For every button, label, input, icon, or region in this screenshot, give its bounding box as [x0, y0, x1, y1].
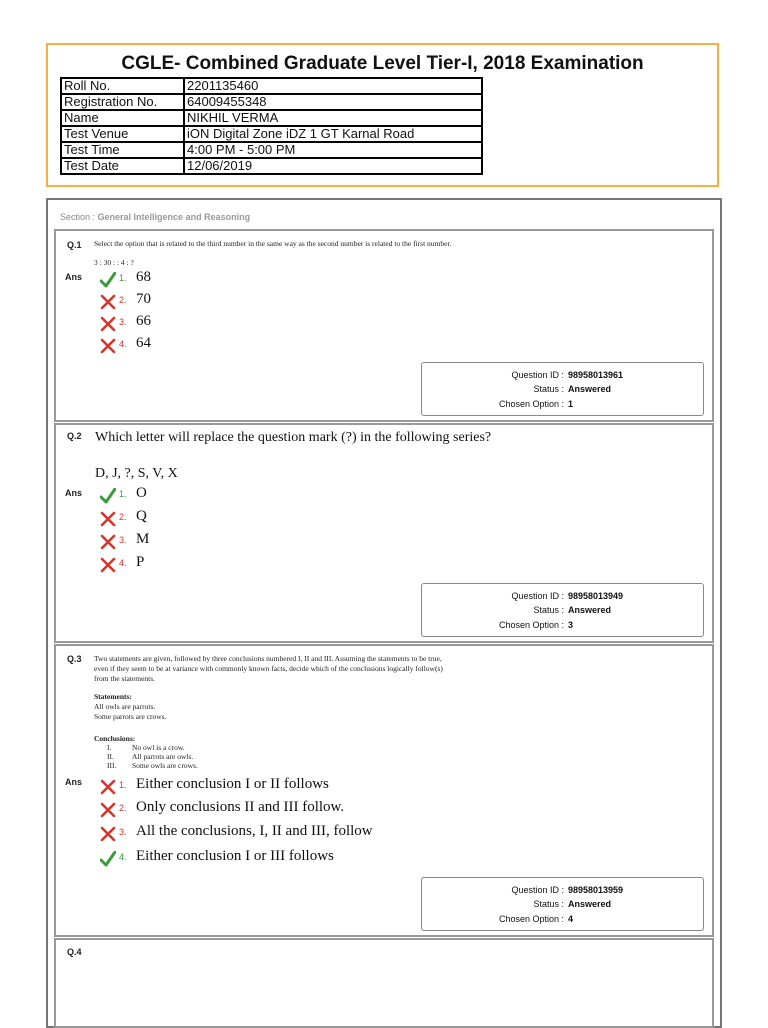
status-label: Status : [533, 605, 564, 615]
ans-label: Ans [65, 777, 83, 787]
option-text: Either conclusion I or III follows [136, 848, 334, 864]
exam-header [46, 43, 719, 187]
option-text: 70 [136, 291, 151, 307]
status-value: Answered [568, 899, 612, 909]
option-number: 1. [119, 780, 127, 790]
statements-heading: Statements: [94, 692, 132, 701]
status-row-status [422, 384, 705, 396]
question-card-1 [54, 229, 714, 422]
status-row-question-id [422, 885, 705, 897]
question-id-value: 98958013949 [568, 591, 624, 601]
status-label: Status : [533, 384, 564, 394]
question-card-2 [54, 423, 714, 643]
question-number: Q.3 [67, 654, 82, 664]
info-row [61, 78, 482, 94]
info-row [61, 94, 482, 110]
option-number: 2. [119, 295, 127, 305]
status-panel [421, 362, 704, 416]
info-value: 64009455348 [184, 94, 482, 110]
cross-icon [100, 511, 116, 527]
status-row-question-id [422, 370, 705, 382]
option-number: 2. [119, 803, 127, 813]
option-text: Either conclusion I or II follows [136, 776, 329, 792]
conclusion-text: Some owls are crows. [132, 761, 198, 770]
section-label [60, 212, 250, 222]
status-panel [421, 583, 704, 637]
info-label: Test Date [61, 158, 184, 174]
question-id-value: 98958013961 [568, 370, 624, 380]
cross-icon [100, 316, 116, 332]
question-number: Q.4 [67, 947, 82, 957]
question-sub: D, J, ?, S, V, X [95, 466, 178, 481]
status-value: Answered [568, 384, 612, 394]
question-card-4 [54, 938, 714, 1028]
chosen-option-value: 4 [568, 914, 574, 924]
option-text: M [136, 531, 150, 547]
option-number: 1. [119, 489, 127, 499]
cross-icon [100, 294, 116, 310]
status-value: Answered [568, 605, 612, 615]
option-text: 66 [136, 313, 151, 329]
status-row-chosen [422, 914, 705, 926]
option-text: All the conclusions, I, II and III, follow [136, 823, 373, 839]
cross-icon [100, 557, 116, 573]
question-number: Q.1 [67, 240, 82, 250]
option-text: O [136, 485, 147, 501]
question-text-line: even if they seem to be at variance with commonly known facts, decide which of the conclusions logically follow(s) [94, 664, 443, 673]
status-row-chosen [422, 399, 705, 411]
question-text: Select the option that is related to the third number in the same way as the second number is related to the first number. [94, 239, 452, 248]
option-number: 3. [119, 535, 127, 545]
conclusion [94, 761, 198, 770]
status-label: Status : [533, 899, 564, 909]
statements-block [94, 692, 166, 722]
ans-label: Ans [65, 488, 83, 498]
section-name: General Intelligence and Reasoning [97, 212, 251, 222]
cross-icon [100, 779, 116, 795]
cross-icon [100, 534, 116, 550]
cross-icon [100, 826, 116, 842]
check-icon [100, 488, 116, 504]
conclusion-number: III. [107, 761, 117, 770]
info-label: Name [61, 110, 184, 126]
section-prefix: Section : [60, 212, 98, 222]
exam-title: CGLE- Combined Graduate Level Tier-I, 2018 Examination [121, 53, 644, 74]
status-panel [421, 877, 704, 931]
info-value: NIKHIL VERMA [184, 110, 482, 126]
chosen-option-value: 3 [568, 620, 574, 630]
info-label: Roll No. [61, 78, 184, 94]
question-text-line: from the statements. [94, 674, 156, 683]
conclusion-number: I. [107, 743, 112, 752]
chosen-option-value: 1 [568, 399, 574, 409]
statement: Some parrots are crows. [94, 712, 167, 721]
question-sub: 3 : 30 : : 4 : ? [94, 258, 134, 267]
chosen-option-label: Chosen Option : [498, 620, 564, 630]
conclusion-text: No owl is a crow. [132, 743, 185, 752]
info-value: iON Digital Zone iDZ 1 GT Karnal Road [184, 126, 482, 142]
conclusion-number: II. [107, 752, 114, 761]
info-row [61, 158, 482, 174]
chosen-option-label: Chosen Option : [498, 399, 564, 409]
question-id-label: Question ID : [511, 591, 564, 601]
question-text [94, 654, 443, 684]
status-row-chosen [422, 620, 705, 632]
info-value: 12/06/2019 [184, 158, 482, 174]
option-text: 68 [136, 269, 151, 285]
info-value: 2201135460 [184, 78, 482, 94]
candidate-info-table [60, 77, 483, 175]
info-row [61, 142, 482, 158]
info-label: Registration No. [61, 94, 184, 110]
option-number: 3. [119, 827, 127, 837]
question-text: Which letter will replace the question mark (?) in the following series? [95, 430, 492, 445]
info-row [61, 110, 482, 126]
question-id-label: Question ID : [511, 885, 564, 895]
check-icon [100, 851, 116, 867]
conclusion-text: All parrots are owls. [132, 752, 194, 761]
conclusions-block [94, 734, 198, 770]
conclusions-heading: Conclusions: [94, 734, 136, 743]
cross-icon [100, 802, 116, 818]
info-label: Test Time [61, 142, 184, 158]
option-text: 64 [136, 335, 151, 351]
option-text: P [136, 554, 145, 570]
option-number: 2. [119, 512, 127, 522]
chosen-option-label: Chosen Option : [498, 914, 564, 924]
option-number: 4. [119, 558, 127, 568]
status-row-status [422, 605, 705, 617]
question-card-3 [54, 644, 714, 937]
info-row [61, 126, 482, 142]
conclusion [94, 752, 194, 761]
option-number: 4. [119, 339, 127, 349]
status-row-question-id [422, 591, 705, 603]
option-text: Q [136, 508, 147, 524]
ans-label: Ans [65, 272, 83, 282]
check-icon [100, 272, 116, 288]
cross-icon [100, 338, 116, 354]
conclusion [94, 743, 185, 752]
info-value: 4:00 PM - 5:00 PM [184, 142, 482, 158]
option-text: Only conclusions II and III follow. [136, 799, 345, 815]
question-text-line: Two statements are given, followed by three conclusions numbered I, II and III. Assuming the statements to be true, [94, 654, 442, 663]
question-id-value: 98958013959 [568, 885, 624, 895]
option-number: 4. [119, 852, 127, 862]
info-label: Test Venue [61, 126, 184, 142]
statement: All owls are parrots. [94, 702, 156, 711]
question-id-label: Question ID : [511, 370, 564, 380]
question-number: Q.2 [67, 431, 82, 441]
option-number: 3. [119, 317, 127, 327]
option-number: 1. [119, 273, 127, 283]
status-row-status [422, 899, 705, 911]
